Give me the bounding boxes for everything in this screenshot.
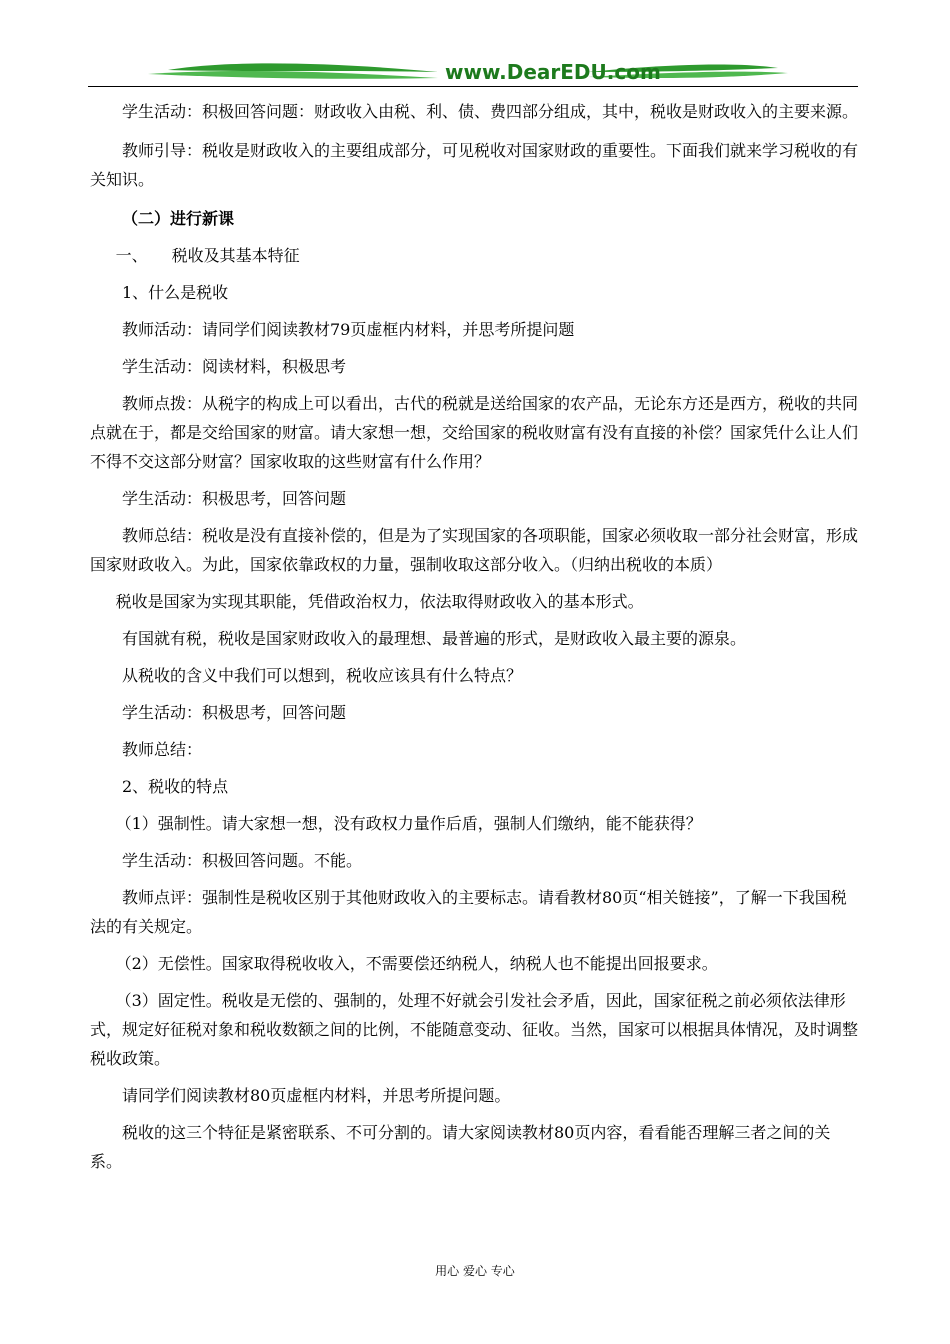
paragraph: 学生活动：积极思考，回答问题 [122, 703, 347, 722]
paragraph: 有国就有税，税收是国家财政收入的最理想、最普遍的形式，是财政收入最主要的源泉。 [122, 629, 747, 648]
site-logo-text[interactable]: www.DearEDU.com [445, 60, 661, 84]
subsection-heading: 2、税收的特点 [122, 777, 229, 796]
section-subheading: 一、 税收及其基本特征 [115, 246, 300, 265]
site-header [88, 58, 858, 94]
header-rule [88, 86, 858, 87]
paragraph: 学生活动：积极回答问题。不能。 [122, 851, 363, 870]
list-item: （1）强制性。请大家想一想，没有政权力量作后盾，强制人们缴纳，能不能获得？ [115, 814, 702, 833]
subsection-heading: 1、什么是税收 [122, 283, 229, 302]
paragraph: 教师点拨：从税字的构成上可以看出，古代的税就是送给国家的农产品，无论东方还是西方，税收的共同点就在于，都是交给国家的财富。请大家想一想，交给国家的税收财富有没有直接的补偿？国家凭什么让人们不得不交这部分财富？国家收取的这些财富有什么作用？ [90, 394, 859, 471]
document-body [90, 97, 860, 1176]
paragraph: 教师总结： [122, 740, 203, 759]
paragraph: 从税收的含义中我们可以想到，税收应该具有什么特点？ [122, 666, 523, 685]
page-footer: 用心 爱心 专心 [435, 1264, 515, 1278]
paragraph: 学生活动：阅读材料，积极思考 [122, 357, 347, 376]
paragraph: 税收的这三个特征是紧密联系、不可分割的。请大家阅读教材80页内容，看看能否理解三者之间的关系。 [90, 1123, 831, 1171]
list-item: （3）固定性。税收是无偿的、强制的，处理不好就会引发社会矛盾，因此，国家征税之前必须依法律形式，规定好征税对象和税收数额之间的比例，不能随意变动、征收。当然，国家可以根据具体情况，及时调整税收政策。 [90, 991, 859, 1068]
paragraph: 教师总结：税收是没有直接补偿的，但是为了实现国家的各项职能，国家必须收取一部分社会财富，形成国家财政收入。为此，国家依靠政权的力量，强制收取这部分收入。（归纳出税收的本质） [90, 526, 859, 574]
section-heading: （二）进行新课 [122, 209, 235, 228]
paragraph: 请同学们阅读教材80页虚框内材料，并思考所提问题。 [122, 1086, 511, 1105]
paragraph: 学生活动：积极回答问题：财政收入由税、利、债、费四部分组成，其中，税收是财政收入的主要来源。 [122, 102, 859, 121]
list-item: （2）无偿性。国家取得税收收入，不需要偿还纳税人，纳税人也不能提出回报要求。 [115, 954, 718, 973]
definition-paragraph: 税收是国家为实现其职能，凭借政治权力，依法取得财政收入的基本形式。 [115, 592, 644, 611]
paragraph: 学生活动：积极思考，回答问题 [122, 489, 347, 508]
paragraph: 教师活动：请同学们阅读教材79页虚框内材料，并思考所提问题 [122, 320, 575, 339]
paragraph: 教师引导：税收是财政收入的主要组成部分，可见税收对国家财政的重要性。下面我们就来学习税收的有关知识。 [90, 141, 859, 189]
paragraph: 教师点评：强制性是税收区别于其他财政收入的主要标志。请看教材80页“相关链接”，了解一下我国税法的有关规定。 [90, 888, 847, 936]
